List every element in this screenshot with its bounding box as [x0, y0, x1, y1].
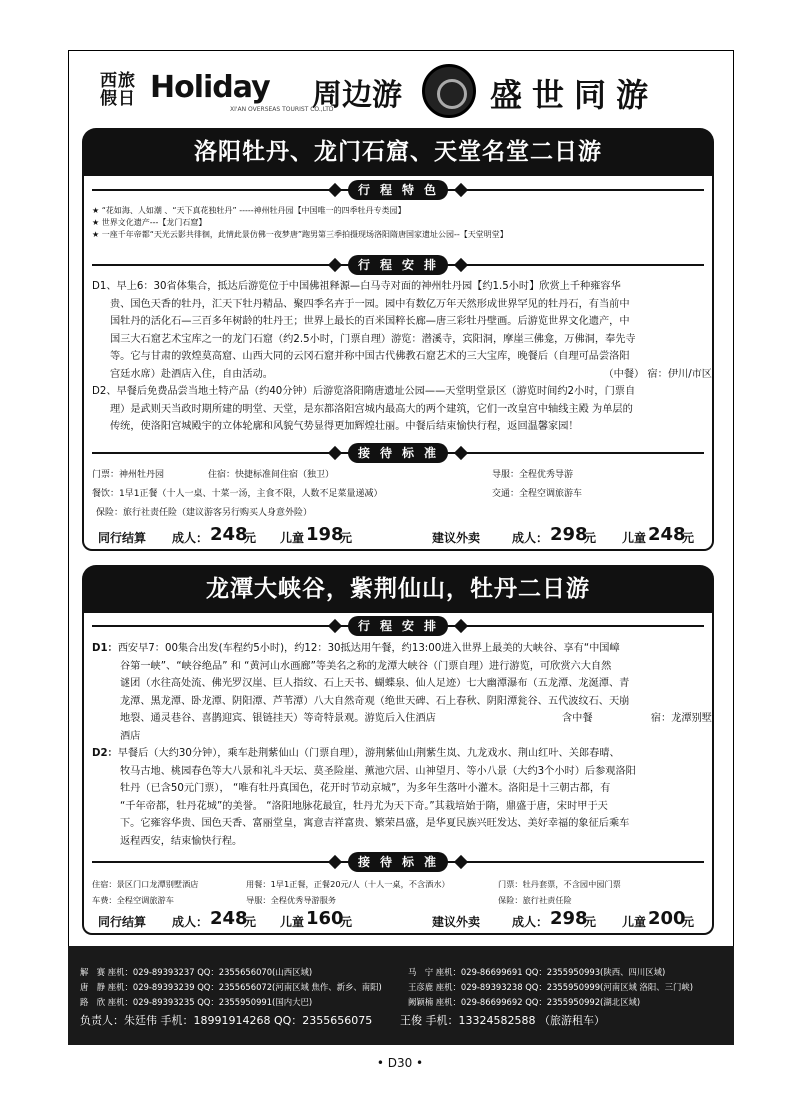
schedule-line: “千年帝都，牡丹花城”的美誉。 “洛阳地脉花最宜，牡丹尤为天下奇。”其栽培始于隋，鼎盛于唐，宋时甲于天	[120, 800, 608, 812]
tour2-schedule-header	[92, 616, 704, 636]
child-label: 儿童	[280, 531, 305, 545]
adult-label: 成人：	[512, 915, 549, 929]
service-label: 接待标准	[348, 852, 448, 872]
schedule-line: 龙潭、黑龙潭、卧龙潭、阴阳潭、芦苇潭）八大自然奇观（绝世天碑、石上春秋、阴阳潭瓮谷、五代波纹石、天崩	[120, 695, 630, 707]
price-unit: 元	[682, 915, 695, 929]
tour2-price	[92, 910, 706, 932]
price-unit: 元	[340, 531, 353, 545]
brand-en-logo: Holiday	[150, 70, 270, 105]
schedule-label: 行程安排	[348, 255, 448, 275]
diamond-icon	[454, 619, 468, 633]
service-transport: 交通：全程空调旅游车	[492, 489, 583, 499]
price-unit: 元	[584, 531, 597, 545]
schedule-line: 理）是武则天当政时期所建的明堂、天堂，是东都洛阳宫城内最高大的两个建筑，它们一改皇宫中轴线主殿 为单层的	[110, 403, 633, 415]
contact-row: 王彦鹿 座机：029-89393238 QQ：2355950999(河南区域 洛阳、三门峡)	[408, 982, 693, 992]
brand-header	[80, 60, 722, 122]
service-car: 车费：全程空调旅游车	[92, 895, 174, 905]
schedule-line: 返程西安，结束愉快行程。	[120, 835, 243, 847]
features-label: 行程特色	[348, 180, 448, 200]
service-guide: 导服：全程优秀导游服务	[246, 895, 337, 905]
contact-footer	[68, 946, 734, 1045]
contact-row: 路 欣 座机：029-89393235 QQ：2355950991(国内大巴)	[80, 997, 313, 1007]
diamond-icon	[328, 258, 342, 272]
diamond-icon	[328, 619, 342, 633]
schedule-line: 牧马古地、桃园春色等大八景和礼斗天坛、莫圣险崖、薰池穴居、山神望月、等小八景（大约3个小时）后参观洛阳	[120, 765, 636, 777]
tour2-title: 龙潭大峡谷，紫荆仙山，牡丹二日游	[82, 565, 714, 613]
service-meal: 餐饮：1早1正餐（十人一桌、十菜一汤，主食不限，人数不足菜量递减）	[92, 489, 383, 499]
child-label: 儿童	[280, 915, 305, 929]
schedule-line: D2、早餐后免费品尝当地土特产品（约40分钟）后游览洛阳隋唐遗址公园——天堂明堂景区（游览时间约2小时，门票自	[92, 386, 636, 397]
diamond-icon	[454, 258, 468, 272]
price-unit: 元	[584, 915, 597, 929]
brand-subtitle: XI'AN OVERSEAS TOURIST CO.,LTD	[230, 106, 334, 113]
service-lodging: 住宿：景区门口龙潭别墅酒店	[92, 879, 199, 889]
schedule-label: 行程安排	[348, 616, 448, 636]
schedule-line: 酒店	[120, 730, 141, 742]
dragon-seal-icon	[422, 64, 476, 118]
tour1-features	[92, 205, 706, 241]
schedule-line: 宫廷水席）赴酒店入住，自由活动。	[110, 368, 273, 380]
schedule-line: 国三大石窟艺术宝库之一的龙门石窟（约2.5小时，门票自理）游览：潜溪寺，宾阳洞，摩崖三佛龛，万佛洞，奉先寺	[110, 333, 636, 345]
tour1-price	[92, 526, 706, 548]
retail-child-price: 200	[648, 908, 686, 929]
adult-label: 成人：	[172, 915, 209, 929]
contact-row: 阙颖楠 座机：029-86699692 QQ：2355950992(湖北区域)	[408, 997, 641, 1007]
diamond-icon	[328, 855, 342, 869]
retail-adult-price: 298	[550, 524, 588, 545]
schedule-line: 国牡丹的活化石—三百多年树龄的牡丹王；世界上最长的百米国粹长廊—唐三彩牡丹壁画。后游览世界文化遗产，中	[110, 316, 630, 327]
zhoubian-title: 周边游	[312, 78, 402, 113]
schedule-line: 传统，使洛阳宫城殿宇的立体轮廓和风貌气势显得更加辉煌壮丽。中餐后结束愉快行程，返回温馨家园！	[110, 421, 579, 432]
page-number: • D30 •	[376, 1056, 424, 1070]
retail-label: 建议外卖	[432, 915, 481, 929]
tour2-schedule	[92, 640, 712, 850]
rental-contact: 王俊 手机：13324582588 （旅游租车）	[400, 1014, 605, 1027]
day-label: D1：	[92, 643, 118, 654]
diamond-icon	[328, 183, 342, 197]
retail-adult-price: 298	[550, 908, 588, 929]
peer-adult-price: 248	[210, 908, 248, 929]
feature-item: ★ 一座千年帝都“天光云影共徘徊，此情此景仿佛一夜梦唐”跑男第三季拍摄现场洛阳隋唐国家遗址公园--【天堂明堂】	[92, 230, 508, 239]
price-unit: 元	[244, 531, 257, 545]
schedule-line: 贵、国色天香的牡丹，汇天下牡丹精品、聚四季名卉于一园。园中有数亿万年天然形成世界罕见的牡丹石，有当前中	[110, 298, 630, 310]
schedule-line: D1、早上6：30省体集合，抵达后游览位于中国佛祖释源—白马寺对面的神州牡丹园【约1.5小时】欣赏上千种雍容华	[92, 281, 621, 292]
service-meal: 用餐：1早1正餐，正餐20元/人（十人一桌，不含酒水）	[246, 879, 450, 889]
schedule-line: 谜团（水往高处流、佛光罗汉崖、巨人指纹、石上天书、蝴蝶泉、仙人足迹）七大幽潭瀑布（五龙潭、龙涎潭、青	[120, 678, 630, 689]
schedule-line: 谷第一峡”、“峡谷绝品” 和 “黄河山水画廊”等美名之称的龙潭大峡谷（门票自理）进行游览，可欣赏六大自然	[120, 660, 612, 672]
schedule-line: 早餐后（大约30分钟），乘车赴荆紫仙山（门票自理），游荆紫仙山荆紫生岚、九龙戏水、荆山红叶、关郎春晴、	[117, 748, 620, 759]
diamond-icon	[454, 183, 468, 197]
tour1-schedule	[92, 278, 712, 436]
adult-label: 成人：	[172, 531, 209, 545]
schedule-line: 下。它雍容华贵、国色天香、富丽堂皇，寓意吉祥富贵、繁荣昌盛，是华夏民族兴旺发达、美好幸福的象征后乘车	[120, 818, 630, 829]
service-ticket: 门票：牡丹套票，不含园中园门票	[498, 879, 621, 889]
feature-item: ★ “花如海、人如潮 、“天下真花独牡丹” -----神州牡丹园【中国唯一的四季牡丹专类园】	[92, 206, 406, 215]
service-insurance: 保险：旅行社责任险（建议游客另行购买人身意外险）	[96, 508, 313, 518]
d1-meal-stay: （中餐） 宿：伊川/市区	[603, 368, 712, 380]
tour1-schedule-header	[92, 255, 704, 275]
diamond-icon	[328, 446, 342, 460]
tour1-service	[92, 466, 706, 526]
shengshi-slogan: 盛世同游	[490, 76, 659, 114]
schedule-line: 西安早7：00集合出发(车程约5小时)，约12：30抵达用午餐，约13:00进入世界上最美的大峡谷、享有“中国嶂	[117, 643, 620, 654]
peer-label: 同行结算	[98, 915, 147, 929]
contact-row: 马 宁 座机：029-86699691 QQ：2355950993(陕西、四川区域)	[408, 967, 666, 977]
peer-label: 同行结算	[98, 531, 147, 545]
diamond-icon	[454, 446, 468, 460]
d1-meal: 含中餐	[562, 713, 593, 724]
service-insurance: 保险：旅行社责任险	[498, 895, 572, 905]
schedule-line: 地裂、通灵巷谷、喜鹊迎宾、银链挂天）等奇特景观。游览后入住酒店	[120, 713, 436, 724]
service-label: 接待标准	[348, 443, 448, 463]
peer-child-price: 198	[306, 524, 344, 545]
diamond-icon	[454, 855, 468, 869]
tour1-title: 洛阳牡丹、龙门石窟、天堂名堂二日游	[82, 128, 714, 176]
day-label: D2：	[92, 748, 118, 759]
tour2-service-header	[92, 852, 704, 872]
peer-child-price: 160	[306, 908, 344, 929]
tour1-service-header	[92, 443, 704, 463]
schedule-line: 牡丹（已含50元门票）， “唯有牡丹真国色，花开时节动京城”，为多年生落叶小灌木。洛阳是十三朝古都，有	[120, 783, 611, 794]
service-ticket: 门票：神州牡丹园	[92, 470, 165, 480]
contact-row: 解 赛 座机：029-89393237 QQ：2355656070(山西区域)	[80, 967, 313, 977]
contact-row: 唐 静 座机：029-89393239 QQ：2355656072(河南区域 焦作、新乡、南阳)	[80, 982, 382, 992]
service-lodging: 住宿：快捷标准间住宿（独卫）	[208, 470, 335, 480]
d1-stay: 宿：龙潭别墅	[650, 713, 712, 724]
schedule-line: 等。它与甘肃的敦煌莫高窟、山西大同的云冈石窟并称中国古代佛教石窟艺术的三大宝库，晚餐后（自理可品尝洛阳	[110, 351, 630, 362]
child-label: 儿童	[622, 531, 647, 545]
peer-adult-price: 248	[210, 524, 248, 545]
child-label: 儿童	[622, 915, 647, 929]
tour2-service	[92, 875, 706, 911]
price-unit: 元	[340, 915, 353, 929]
price-unit: 元	[682, 531, 695, 545]
price-unit: 元	[244, 915, 257, 929]
retail-child-price: 248	[648, 524, 686, 545]
adult-label: 成人：	[512, 531, 549, 545]
retail-label: 建议外卖	[432, 531, 481, 545]
service-guide: 导服：全程优秀导游	[492, 470, 574, 480]
manager-contact: 负责人：朱廷伟 手机：18991914268 QQ：2355656075	[80, 1014, 373, 1027]
feature-item: ★ 世界文化遗产---【龙门石窟】	[92, 218, 207, 227]
brand-cn-logo: 西旅假日	[100, 71, 136, 109]
tour1-features-header	[92, 180, 704, 200]
